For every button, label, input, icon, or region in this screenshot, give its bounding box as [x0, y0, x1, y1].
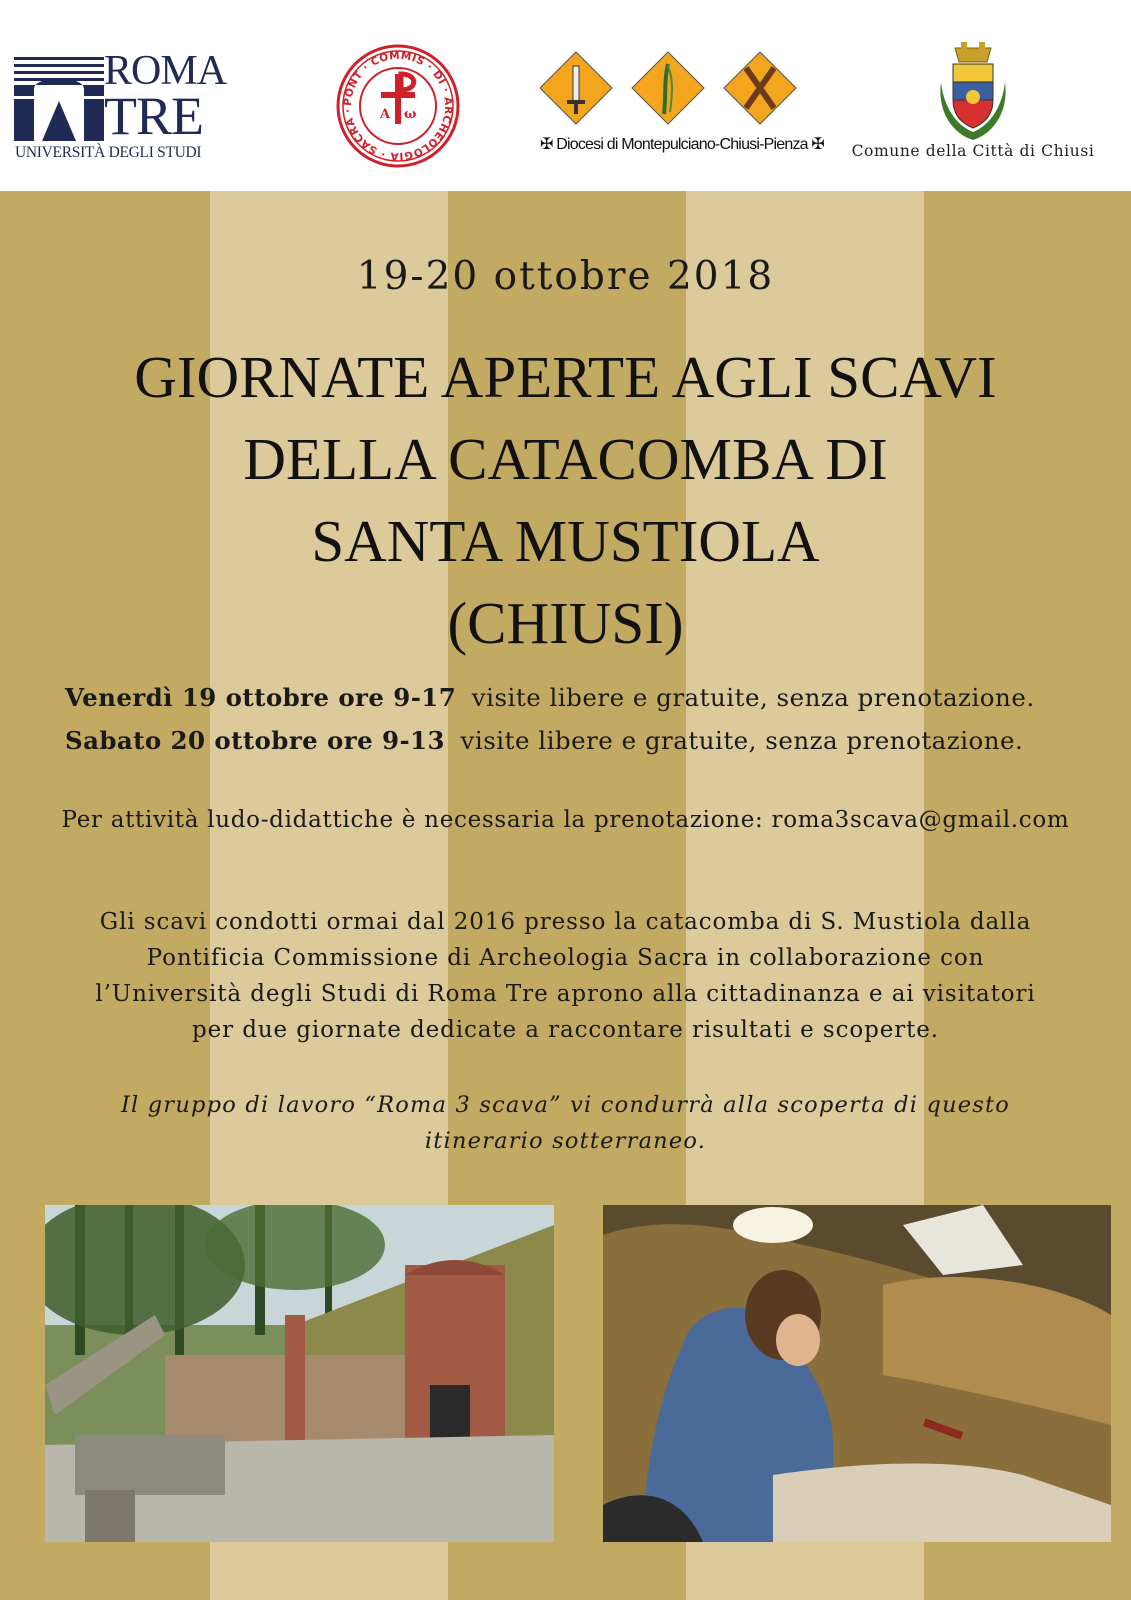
comune-label: Comune della Città di Chiusi	[851, 142, 1095, 160]
description-line: per due giornate dedicate a raccontare risultati e scoperte.	[191, 1017, 940, 1043]
svg-text:PONT · COMMIS · DI · ARCHEOLOG: PONT · COMMIS · DI · ARCHEOLOGIA · SACRA ·	[341, 49, 455, 163]
visit-schedule	[65, 683, 1125, 769]
roma-tre-logo	[14, 48, 227, 163]
schedule-row	[65, 726, 1125, 769]
closing-line: itinerario sotterraneo.	[424, 1128, 707, 1154]
roma-word: ROMA	[104, 48, 227, 94]
title-line: GIORNATE APERTE AGLI SCAVI	[134, 344, 997, 410]
svg-text:ω: ω	[404, 107, 417, 122]
description-paragraph	[0, 904, 1131, 1048]
seal-icon	[336, 44, 460, 168]
description-line: l’Università degli Studi di Roma Tre aprono alla cittadinanza e ai visitatori	[95, 981, 1036, 1007]
closing-line: Il gruppo di lavoro “Roma 3 scava” vi condurrà alla scoperta di questo	[120, 1092, 1011, 1118]
comune-chiusi-logo	[838, 42, 1108, 168]
schedule-what: visite libere e gratuite, senza prenotazione.	[471, 683, 1035, 712]
tre-word: TRE	[104, 86, 203, 146]
logo-header	[0, 0, 1131, 191]
excavation-work-photo	[603, 1205, 1111, 1542]
schedule-when: Venerdì 19 ottobre ore 9-17	[65, 683, 457, 712]
diocese-label: ✠ Diocesi di Montepulciano-Chiusi-Pienza ✠	[540, 136, 825, 153]
coat-of-arms-icon	[838, 42, 1108, 142]
archeologia-sacra-seal	[336, 44, 460, 168]
title-line: (CHIUSI)	[447, 590, 684, 656]
closing-paragraph	[0, 1087, 1131, 1159]
booking-note: Per attività ludo-didattiche è necessaria la prenotazione: roma3scava@gmail.com	[61, 807, 1070, 833]
event-title	[0, 336, 1131, 664]
title-line: SANTA MUSTIOLA	[311, 508, 820, 574]
schedule-what: visite libere e gratuite, senza prenotazione.	[460, 726, 1024, 755]
roma-tre-emblem-icon	[14, 55, 104, 145]
event-date: 19-20 ottobre 2018	[356, 254, 775, 299]
description-line: Pontificia Commissione di Archeologia Sacra in collaborazione con	[146, 945, 985, 971]
schedule-when: Sabato 20 ottobre ore 9-13	[65, 726, 445, 755]
svg-text:A: A	[380, 107, 391, 122]
title-line: DELLA CATACOMBA DI	[243, 426, 888, 492]
catacomb-entrance-photo	[45, 1205, 554, 1542]
diocese-emblem-icon	[540, 50, 812, 130]
diocese-logo	[540, 50, 825, 160]
description-line: Gli scavi condotti ormai dal 2016 presso la catacomba di S. Mustiola dalla	[99, 909, 1032, 935]
schedule-row	[65, 683, 1125, 726]
roma-tre-subtitle: UNIVERSITÀ DEGLI STUDI	[15, 144, 202, 161]
